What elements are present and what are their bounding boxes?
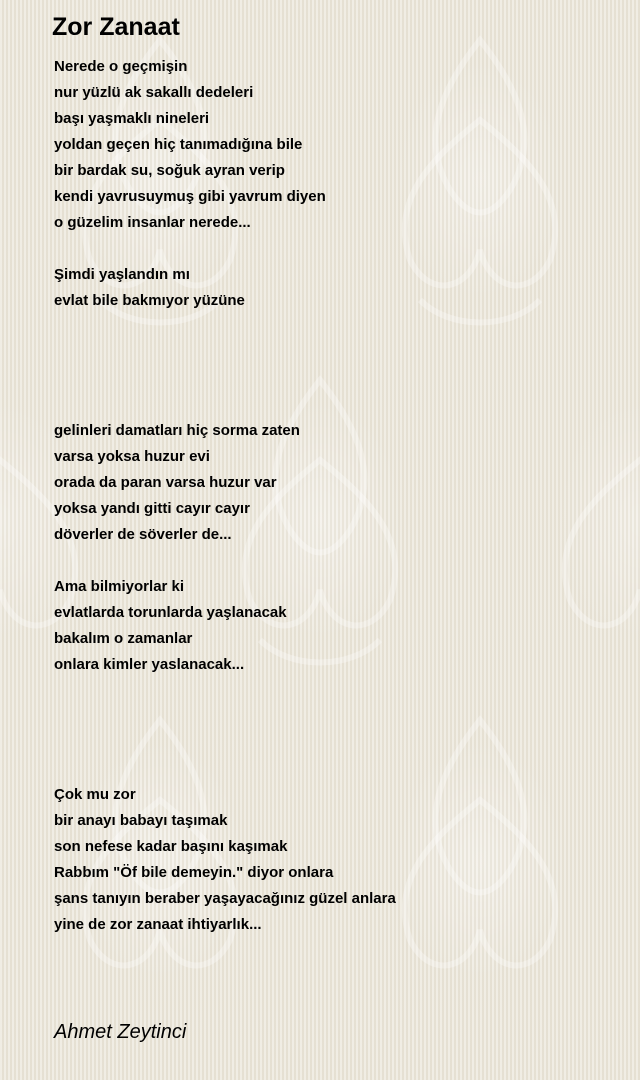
poem-line: Çok mu zor [54,786,136,803]
poem-line: Ama bilmiyorlar ki [54,578,185,595]
poem-author: Ahmet Zeytinci [54,1021,187,1043]
poem-line: kendi yavrusuymuş gibi yavrum diyen [54,188,326,205]
poem-body [54,54,614,938]
poem-line: evlat bile bakmıyor yüzüne [54,292,245,309]
poem-line: o güzelim insanlar nerede... [54,214,251,231]
poem-line: gelinleri damatları hiç sorma zaten [54,422,300,439]
stanza-2 [54,262,614,314]
stanza-gap [54,314,614,418]
stanza-gap [54,678,614,782]
stanza-5 [54,782,614,938]
poem-line: Nerede o geçmişin [54,58,188,75]
stanza-4 [54,574,614,678]
poem-line: nur yüzlü ak sakallı dedeleri [54,84,254,101]
stanza-1 [54,54,614,236]
poem-line: bir anayı babayı taşımak [54,812,228,829]
poem-line: şans tanıyın beraber yaşayacağınız güzel anlara [54,890,396,907]
poem-line: yoldan geçen hiç tanımadığına bile [54,136,303,153]
poem-line: yoksa yandı gitti cayır cayır [54,500,250,517]
poem-line: yine de zor zanaat ihtiyarlık... [54,916,262,933]
stanza-gap [54,236,614,262]
poem-line: son nefese kadar başını kaşımak [54,838,288,855]
poem-line: başı yaşmaklı nineleri [54,110,210,127]
poem-line: bakalım o zamanlar [54,630,193,647]
stanza-3 [54,418,614,548]
poem-line: döverler de söverler de... [54,526,232,543]
poem-title: Zor Zanaat [52,13,180,41]
poem-line: varsa yoksa huzur evi [54,448,210,465]
poem-line: bir bardak su, soğuk ayran verip [54,162,285,179]
poem-line: evlatlarda torunlarda yaşlanacak [54,604,287,621]
poem-line: onlara kimler yaslanacak... [54,656,245,673]
poem-line: Şimdi yaşlandın mı [54,266,190,283]
poem-line: orada da paran varsa huzur var [54,474,277,491]
poem-line: Rabbım "Öf bile demeyin." diyor onlara [54,864,334,881]
stanza-gap [54,548,614,574]
